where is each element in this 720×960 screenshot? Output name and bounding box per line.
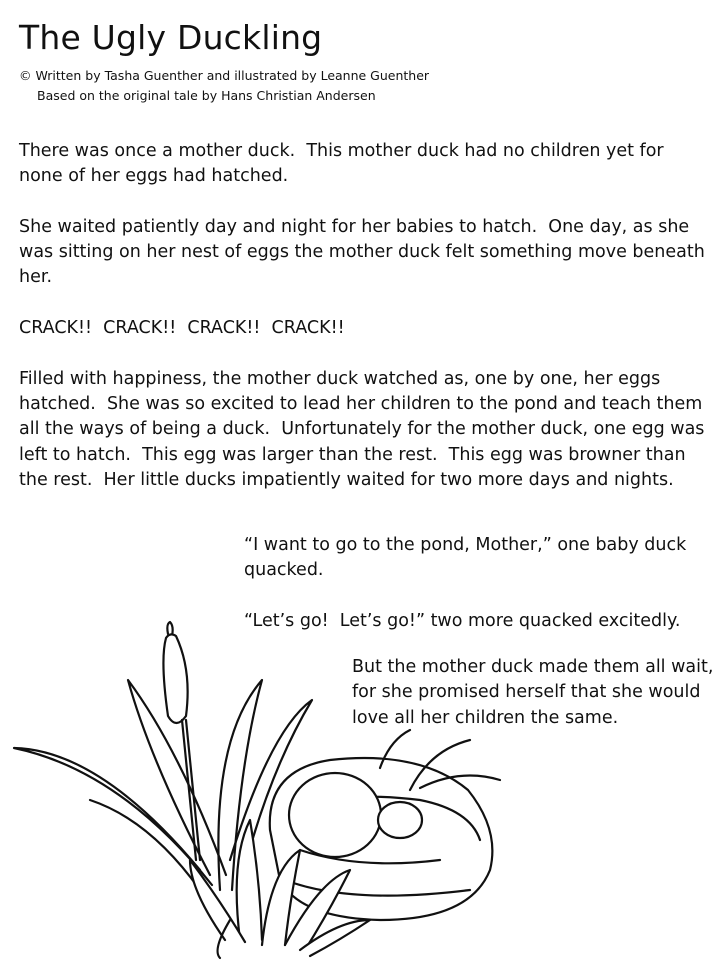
nest-illustration <box>0 620 520 960</box>
cattail-icon <box>163 622 200 860</box>
closing-paragraph: But the mother duck made them all wait, for she promised herself that she would love all her children the same. <box>352 657 720 728</box>
story-paragraph-3: CRACK!! CRACK!! CRACK!! CRACK!! <box>19 318 345 339</box>
credit-source-line: Based on the original tale by Hans Christian Andersen <box>37 88 376 103</box>
page-title: The Ugly Duckling <box>19 18 323 57</box>
egg-small-icon <box>378 802 422 838</box>
story-body <box>19 139 709 518</box>
story-paragraph-4: Filled with happiness, the mother duck watched as, one by one, her eggs hatched. She was so excited to lead her children to the pond and teach them all the ways of being a duck. Unfortunately for the mother duck, one egg was left to hatch. This egg was larger than the rest. This egg was browner than the rest. Her little ducks impatiently waited for two more days and nights. <box>19 368 710 490</box>
credits <box>19 66 429 106</box>
dialog-line-2: “Let’s go! Let’s go!” two more quacked excitedly. <box>244 610 681 631</box>
story-paragraph-1: There was once a mother duck. This mother duck had no children yet for none of her eggs had hatched. <box>19 141 670 187</box>
grass-icon <box>14 680 312 890</box>
dialog-line-1: “I want to go to the pond, Mother,” one baby duck quacked. <box>244 535 692 581</box>
story-paragraph-2: She waited patiently day and night for her babies to hatch. One day, as she was sitting on her nest of eggs the mother duck felt something move beneath her. <box>19 216 711 288</box>
egg-large-icon <box>289 773 381 857</box>
credit-author-line: © Written by Tasha Guenther and illustrated by Leanne Guenther <box>19 68 430 83</box>
